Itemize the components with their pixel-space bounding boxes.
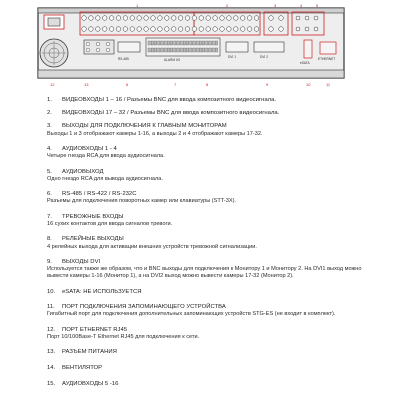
item-number: 11. <box>47 304 55 311</box>
bnc-connector-icon <box>171 27 176 32</box>
bnc-connector-icon <box>89 27 94 32</box>
monitor-output-connector-icon <box>279 27 284 32</box>
bnc-connector-icon <box>137 27 142 32</box>
callout-bottom-9: 9 <box>266 82 269 87</box>
bnc-connector-icon <box>206 16 211 21</box>
bnc-connector-icon <box>82 16 87 21</box>
terminal-screw-icon <box>180 48 182 52</box>
bnc-connector-icon <box>109 27 114 32</box>
terminal-screw-icon <box>206 48 208 52</box>
item-heading: РЕЛЕЙНЫЕ ВЫХОДЫ <box>62 236 124 243</box>
bnc-connector-icon <box>116 27 121 32</box>
callout-bottom-7: 7 <box>174 82 177 87</box>
terminal-screw-icon <box>186 48 188 52</box>
audio-jack-icon <box>305 27 309 31</box>
item-description: Четыре гнезда RCA для ввода аудиосигнала. <box>47 153 165 160</box>
bnc-connector-icon <box>137 16 142 21</box>
item-number: 15. <box>47 380 56 387</box>
bnc-connector-icon <box>123 27 128 32</box>
terminal-screw-icon <box>190 48 192 52</box>
terminal-screw-icon <box>177 41 179 45</box>
terminal-screw-icon <box>199 48 201 52</box>
terminal-screw-icon <box>215 41 217 45</box>
terminal-screw-icon <box>174 41 176 45</box>
item-description: 16 сухих контактов для ввода сигналов тревоги. <box>47 220 173 227</box>
item-heading: ВЫХОДЫ ДЛЯ ПОДКЛЮЧЕНИЯ К ГЛАВНЫМ МОНИТОРАМ <box>62 123 227 130</box>
item-number: 2. <box>47 110 52 117</box>
terminal-screw-icon <box>164 48 166 52</box>
item-heading: ПОРТ ПОДКЛЮЧЕНИЯ ЗАПОМИНАЮЩЕГО УСТРОЙСТВА <box>62 304 226 311</box>
item-number: 3. <box>47 123 52 130</box>
rear-panel-illustration <box>34 4 352 88</box>
bnc-connector-icon <box>240 27 245 32</box>
port-label-dvi1: DVI 1 <box>228 55 236 59</box>
bnc-connector-icon <box>240 16 245 21</box>
item-number: 1. <box>47 97 52 103</box>
dvi-port-1-icon <box>226 42 248 52</box>
terminal-screw-icon <box>193 48 195 52</box>
audio-input-jack-icon <box>106 42 110 46</box>
bnc-connector-icon <box>178 27 183 32</box>
item-description: Порт 10/100Base-T Ethernet RJ45 для подключения к сети. <box>47 333 200 340</box>
bnc-connector-icon <box>158 16 163 21</box>
item-description: Гигабитный порт для подключения дополнительных запоминающих устройств STG-ES (не входит в комплект). <box>47 311 336 318</box>
item-5 <box>47 169 377 183</box>
bnc-connector-icon <box>227 16 232 21</box>
callout-bottom-10: 10 <box>306 82 311 87</box>
terminal-screw-icon <box>154 41 156 45</box>
rear-panel-drawing <box>34 4 352 88</box>
connector-descriptions <box>47 97 377 396</box>
item-description: 4 релейных выхода для активации внешних устройств тревожной сигнализации. <box>47 243 257 250</box>
item-9 <box>47 259 377 280</box>
bnc-connector-icon <box>123 16 128 21</box>
bnc-connector-icon <box>254 27 259 32</box>
item-11 <box>47 304 377 318</box>
item-number: 5. <box>47 168 52 175</box>
bnc-connector-icon <box>213 16 218 21</box>
audio-input-jack-icon <box>86 48 90 52</box>
terminal-screw-icon <box>170 41 172 45</box>
audio-input-jack-icon <box>86 42 90 46</box>
bnc-connector-icon <box>82 27 87 32</box>
terminal-screw-icon <box>212 48 214 52</box>
ethernet-port-icon <box>320 42 336 54</box>
item-number: 10. <box>47 288 56 295</box>
terminal-screw-icon <box>196 41 198 45</box>
terminal-screw-icon <box>196 48 198 52</box>
port-label-alarm: ALARM I/O <box>164 58 181 62</box>
port-label-dvi2: DVI 2 <box>260 55 268 59</box>
bnc-connector-icon <box>199 27 204 32</box>
bnc-connector-icon <box>234 27 239 32</box>
terminal-screw-icon <box>215 48 217 52</box>
item-heading: ВЕНТИЛЯТОР <box>62 364 103 371</box>
terminal-screw-icon <box>177 48 179 52</box>
item-10 <box>47 289 377 296</box>
monitor-output-connector-icon <box>269 27 274 32</box>
item-number: 9. <box>47 258 52 265</box>
bnc-connector-icon <box>89 16 94 21</box>
terminal-screw-icon <box>193 41 195 45</box>
item-14 <box>47 365 377 372</box>
bnc-connector-icon <box>144 16 149 21</box>
monitor-output-connector-icon <box>279 16 284 21</box>
bnc-connector-icon <box>185 16 190 21</box>
item-heading: АУДИОВХОДЫ 5 -16 <box>62 380 119 387</box>
audio-jack-icon <box>296 16 300 20</box>
bnc-connector-icon <box>192 27 197 32</box>
item-heading: ТРЕВОЖНЫЕ ВХОДЫ <box>62 213 124 220</box>
terminal-screw-icon <box>183 48 185 52</box>
terminal-screw-icon <box>161 41 163 45</box>
item-15 <box>47 381 377 388</box>
terminal-screw-icon <box>154 48 156 52</box>
item-number: 13. <box>47 349 56 356</box>
terminal-screw-icon <box>161 48 163 52</box>
item-description: Используется также же образом, что и BNC выходы для подключения к Монитору 1 и Монитору 2. На DVI1 выход можно вывести камеры 1-16 (Монитор 1), а на DVI2 выход можно вывести камеры 17-32 (Монитор 2). <box>47 266 362 280</box>
item-heading: ВИДЕОВХОДЫ 17 – 32 / Разъемы BNC для ввода композитного видеосигнала. <box>62 110 280 117</box>
alarm-terminal-block <box>146 38 220 56</box>
item-heading: АУДИОВЫХОД <box>62 168 104 175</box>
audio-jack-icon <box>314 27 318 31</box>
audio-input-jack-icon <box>96 42 100 46</box>
port-label-ethernet: ETHERNET <box>318 57 336 61</box>
bnc-connector-icon <box>247 27 252 32</box>
item-7 <box>47 214 377 228</box>
terminal-screw-icon <box>209 41 211 45</box>
callout-bottom-8: 8 <box>206 82 209 87</box>
item-heading: ВИДЕОВХОДЫ 1 – 16 / Разъемы BNC для ввода композитного видеосигнала. <box>62 97 277 103</box>
bnc-connector-icon <box>192 16 197 21</box>
item-description: Разъемы для подключения поворотных камер или клавиатуры (STT-3X). <box>47 198 237 205</box>
terminal-screw-icon <box>180 41 182 45</box>
dvi-port-2-icon <box>254 42 284 52</box>
callout-top-3: 3 <box>274 4 277 8</box>
terminal-screw-icon <box>164 41 166 45</box>
bnc-connector-icon <box>102 27 107 32</box>
bnc-connector-icon <box>116 16 121 21</box>
terminal-screw-icon <box>148 48 150 52</box>
terminal-screw-icon <box>151 41 153 45</box>
monitor-output-connector-icon <box>269 16 274 21</box>
terminal-screw-icon <box>158 48 160 52</box>
terminal-screw-icon <box>167 41 169 45</box>
esata-port-icon <box>304 40 312 58</box>
callout-bottom-11: 11 <box>326 82 331 87</box>
port-label-esata: eSATA <box>300 61 310 65</box>
bnc-connector-icon <box>151 16 156 21</box>
callout-top-2: 2 <box>226 4 229 8</box>
audio-input-jack-icon <box>96 48 100 52</box>
item-number: 12. <box>47 326 56 333</box>
terminal-screw-icon <box>209 48 211 52</box>
bnc-connector-icon <box>234 16 239 21</box>
item-description: Выходы 1 и 3 отображают камеры 1-16, а выходы 2 и 4 отображают камеры 17-32. <box>47 130 263 137</box>
bnc-connector-icon <box>165 27 170 32</box>
bnc-connector-icon <box>130 16 135 21</box>
callout-top-1: 1 <box>136 4 139 8</box>
bnc-connector-icon <box>102 16 107 21</box>
callout-top-4: 4 <box>300 4 303 8</box>
item-number: 14. <box>47 364 56 371</box>
bnc-connector-icon <box>254 16 259 21</box>
item-heading: eSATA: НЕ ИСПОЛЬЗУЕТСЯ <box>62 288 142 295</box>
item-number: 8. <box>47 236 52 243</box>
bnc-connector-icon <box>199 16 204 21</box>
bnc-connector-icon <box>96 16 101 21</box>
bnc-connector-icon <box>151 27 156 32</box>
item-8 <box>47 236 377 250</box>
bnc-connector-icon <box>96 27 101 32</box>
item-3 <box>47 123 377 137</box>
bnc-connector-icon <box>130 27 135 32</box>
port-label-rs485: RS-485 <box>118 57 129 61</box>
item-13 <box>47 349 377 356</box>
bnc-connector-icon <box>220 16 225 21</box>
bnc-connector-icon <box>206 27 211 32</box>
bnc-connector-icon <box>144 27 149 32</box>
terminal-screw-icon <box>167 48 169 52</box>
bnc-connector-icon <box>109 16 114 21</box>
item-4 <box>47 146 377 160</box>
chassis-bottom-strip <box>38 70 344 78</box>
audio-jack-icon <box>296 27 300 31</box>
terminal-screw-icon <box>158 41 160 45</box>
terminal-screw-icon <box>183 41 185 45</box>
item-2 <box>47 110 377 117</box>
item-heading: РАЗЪЕМ ПИТАНИЯ <box>62 349 117 356</box>
terminal-screw-icon <box>151 48 153 52</box>
item-12 <box>47 327 377 341</box>
audio-jack-icon <box>314 16 318 20</box>
item-number: 4. <box>47 146 52 152</box>
terminal-screw-icon <box>212 41 214 45</box>
callout-bottom-6: 6 <box>126 82 129 87</box>
terminal-screw-icon <box>202 48 204 52</box>
audio-jack-icon <box>305 16 309 20</box>
item-number: 6. <box>47 191 52 198</box>
item-number: 7. <box>47 213 52 220</box>
item-heading: ПОРТ ETHERNET RJ45 <box>62 326 128 333</box>
terminal-screw-icon <box>174 48 176 52</box>
item-description: Одно гнездо RCA для вывода аудиосигнала. <box>47 175 163 182</box>
terminal-screw-icon <box>186 41 188 45</box>
terminal-screw-icon <box>202 41 204 45</box>
item-6 <box>47 191 377 205</box>
bnc-connector-icon <box>185 27 190 32</box>
bnc-connector-icon <box>171 16 176 21</box>
item-heading: RS-485 / RS-422 / RS-232C <box>62 191 137 198</box>
bnc-connector-icon <box>165 16 170 21</box>
audio-input-jack-icon <box>106 48 110 52</box>
callout-bottom-13: 13 <box>84 82 89 87</box>
callout-top-5: 5 <box>316 4 319 8</box>
terminal-screw-icon <box>206 41 208 45</box>
terminal-screw-icon <box>170 48 172 52</box>
terminal-screw-icon <box>148 41 150 45</box>
bnc-connector-icon <box>178 16 183 21</box>
terminal-screw-icon <box>190 41 192 45</box>
bnc-connector-icon <box>227 27 232 32</box>
item-heading: ВЫХОДЫ DVI <box>62 258 101 265</box>
serial-port-icon <box>118 42 140 52</box>
bnc-connector-icon <box>247 16 252 21</box>
bnc-connector-icon <box>158 27 163 32</box>
callout-bottom-12: 12 <box>50 82 55 87</box>
bnc-connector-icon <box>213 27 218 32</box>
terminal-screw-icon <box>199 41 201 45</box>
item-heading: АУДИОВХОДЫ 1 - 4 <box>62 146 117 152</box>
bnc-connector-icon <box>220 27 225 32</box>
item-1 <box>47 97 377 104</box>
